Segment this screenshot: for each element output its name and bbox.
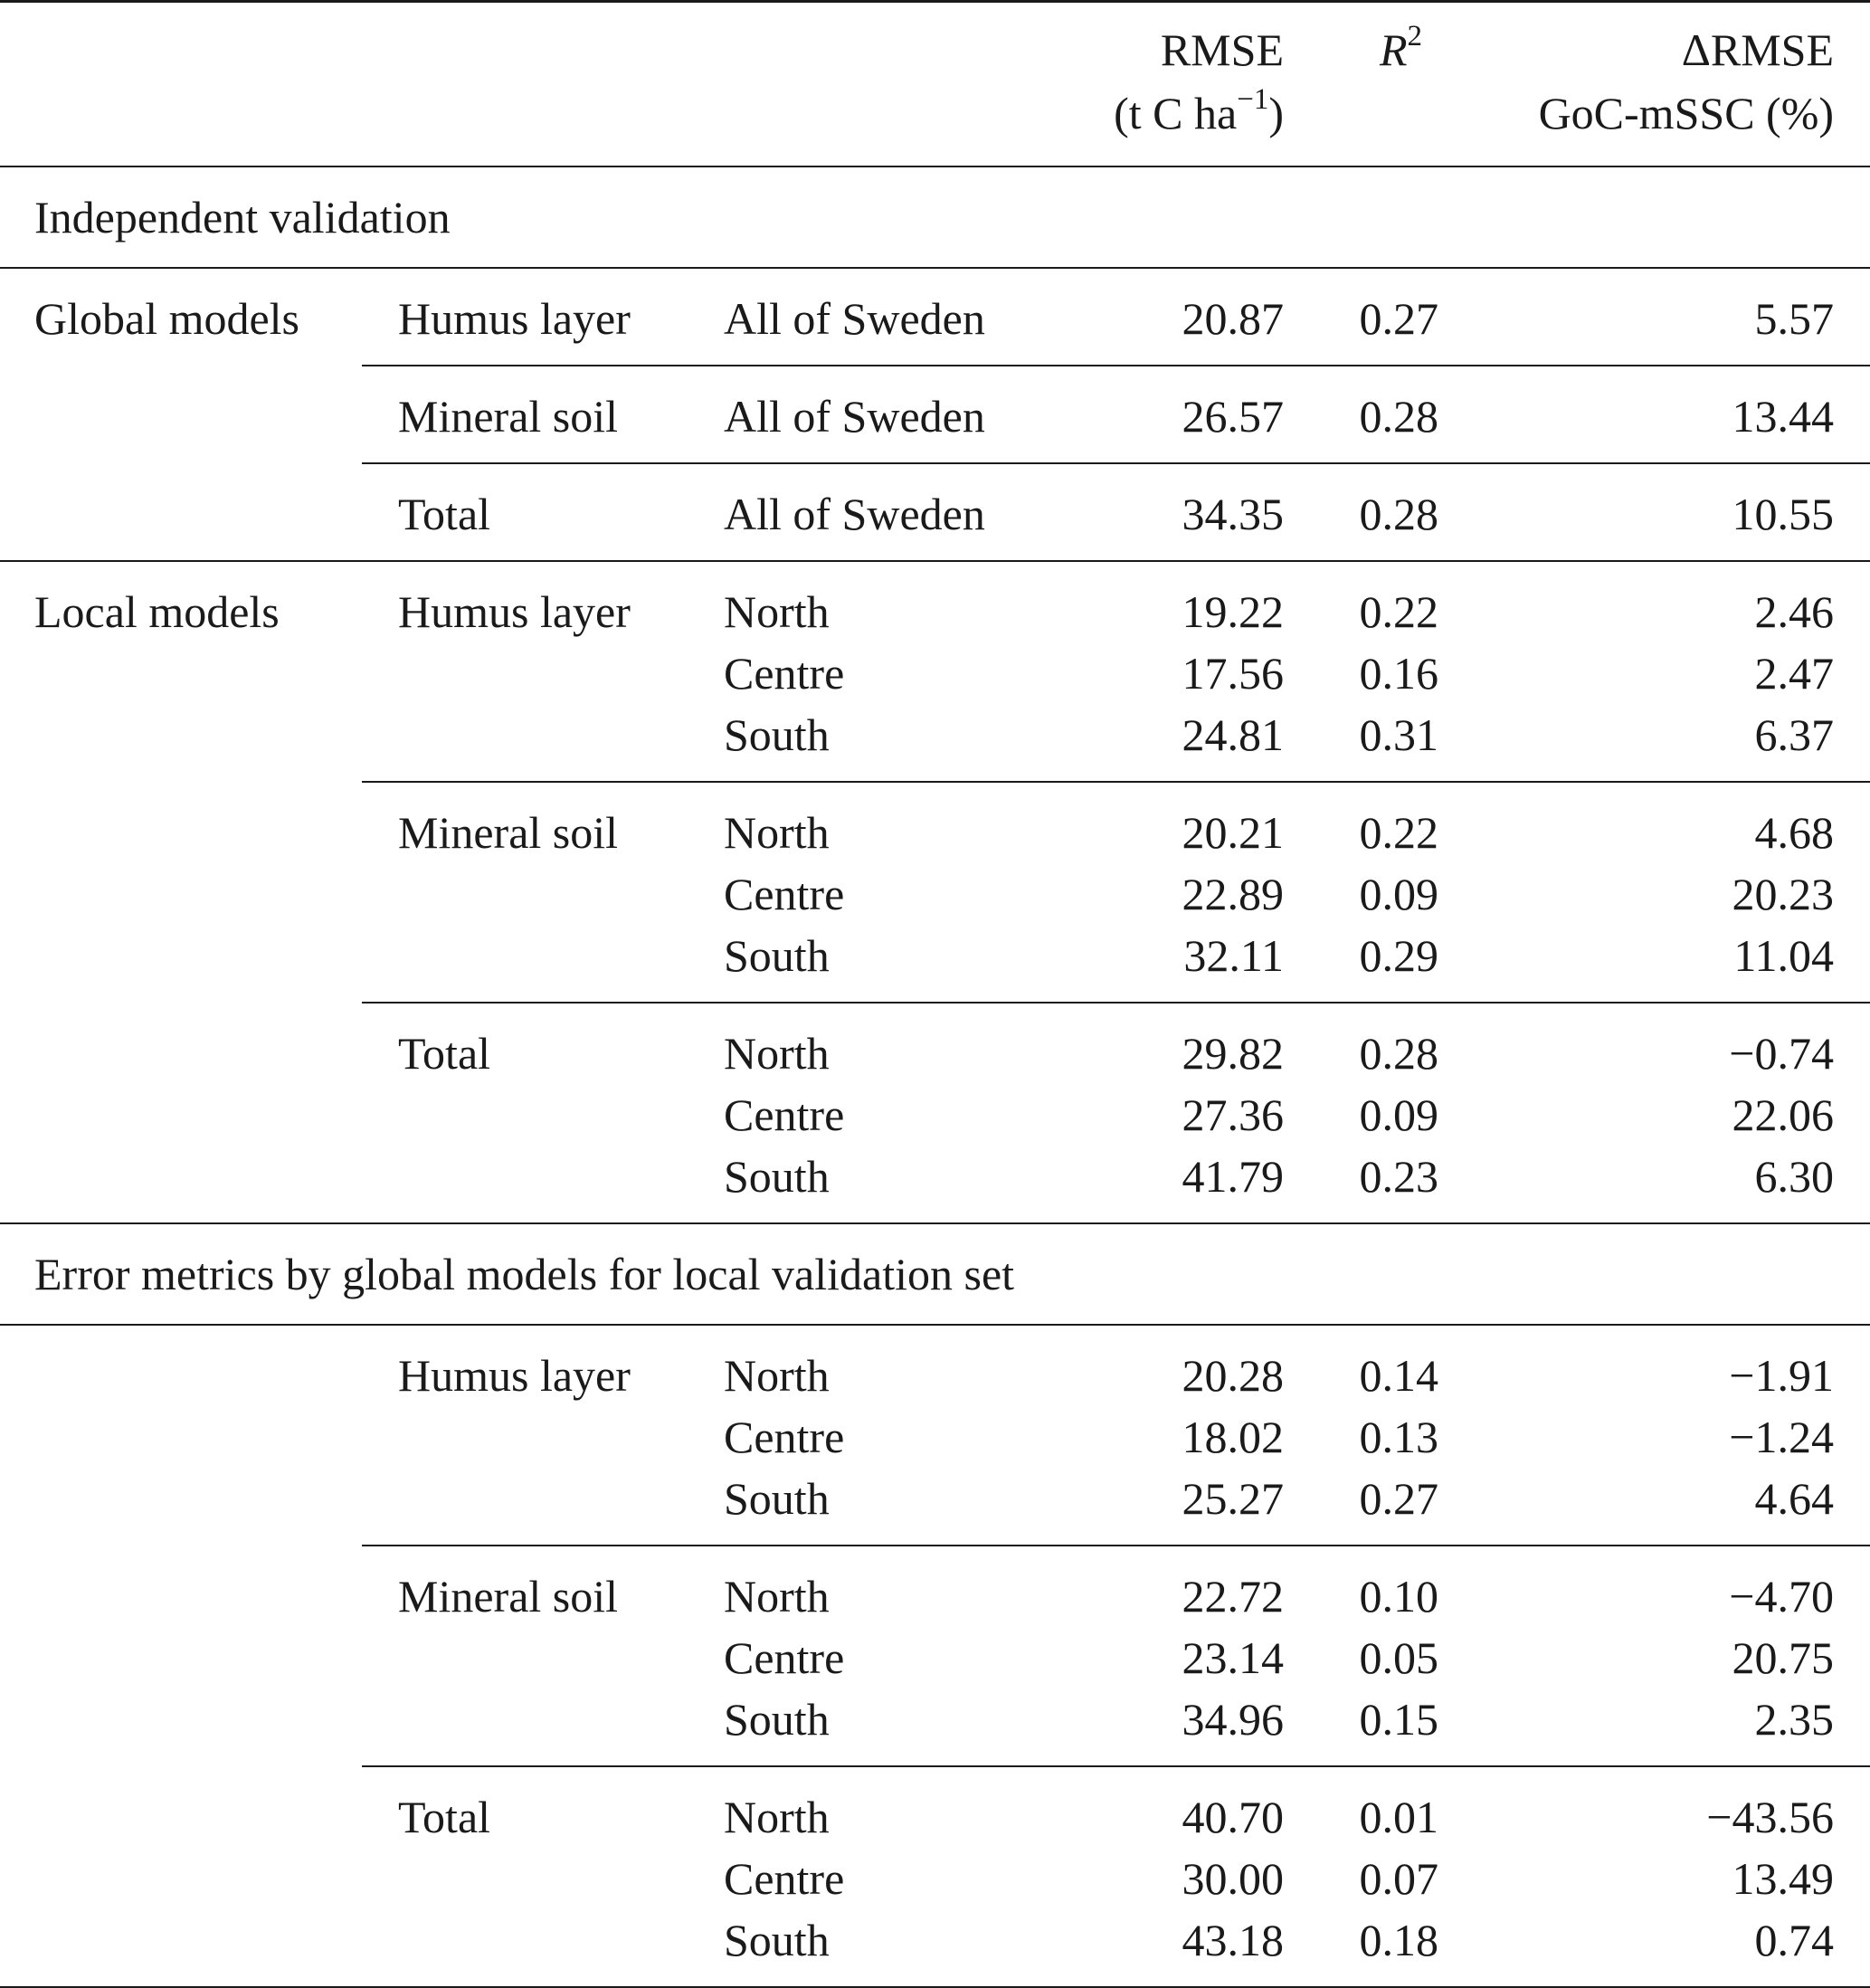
rmse-cell: 32.11 [1183,930,1284,981]
rmse-cell: 18.02 [1182,1412,1284,1462]
region-cell: North [724,1792,830,1842]
layer-label: Mineral soil [398,807,619,858]
r2-cell: 0.15 [1359,1694,1438,1745]
region-cell: North [724,1571,830,1622]
rmse-cell: 43.18 [1182,1915,1284,1965]
region-cell: North [724,807,830,858]
r2-cell: 0.14 [1359,1350,1438,1401]
block-rule [362,365,1870,366]
region-cell: Centre [724,648,845,699]
block-rule [362,462,1870,464]
header-r2: $R^2$ [1380,20,1423,75]
region-cell: South [724,709,830,760]
region-cell: All of Sweden [724,489,985,539]
r2-cell: 0.16 [1359,648,1438,699]
r2-cell: 0.13 [1359,1412,1438,1462]
section-title: Error metrics by global models for local validation set [34,1249,1015,1299]
header-rule [0,166,1870,167]
layer-label: Mineral soil [398,1571,619,1622]
region-cell: Centre [724,1853,845,1904]
header-delta-rmse: ΔRMSE [1681,24,1834,75]
layer-label: Humus layer [398,1350,631,1401]
delta-rmse-cell: 5.57 [1754,293,1834,344]
r2-cell: 0.29 [1359,930,1438,981]
delta-rmse-cell: 11.04 [1733,930,1834,981]
block-rule [362,1765,1870,1767]
r2-cell: 0.27 [1359,1473,1438,1524]
region-cell: All of Sweden [724,391,985,442]
rmse-cell: 22.89 [1182,869,1284,919]
region-cell: Centre [724,1632,845,1683]
region-cell: North [724,1028,830,1079]
region-cell: North [724,586,830,637]
rmse-cell: 30.00 [1182,1853,1284,1904]
r2-cell: 0.23 [1359,1151,1438,1202]
r2-cell: 0.28 [1359,489,1438,539]
model-group-label: Local models [34,586,280,637]
rmse-cell: 25.27 [1182,1473,1284,1524]
region-cell: South [724,1151,830,1202]
rmse-cell: 27.36 [1182,1089,1284,1140]
group-rule [0,560,1870,562]
rmse-cell: 19.22 [1182,586,1284,637]
delta-rmse-cell: 4.64 [1754,1473,1834,1524]
r2-cell: 0.07 [1359,1853,1438,1904]
group-rule [0,1222,1870,1224]
region-cell: Centre [724,869,845,919]
r2-cell: 0.01 [1359,1792,1438,1842]
r2-cell: 0.28 [1359,1028,1438,1079]
rmse-cell: 34.35 [1182,489,1284,539]
layer-label: Humus layer [398,586,631,637]
rmse-cell: 23.14 [1182,1632,1284,1683]
delta-rmse-cell: −1.91 [1729,1350,1834,1401]
delta-rmse-cell: −4.70 [1729,1571,1834,1622]
delta-rmse-cell: −43.56 [1706,1792,1834,1842]
r2-cell: 0.05 [1359,1632,1438,1683]
delta-rmse-cell: 6.37 [1754,709,1834,760]
delta-rmse-cell: 4.68 [1754,807,1834,858]
top-rule [0,0,1870,3]
region-cell: Centre [724,1089,845,1140]
layer-label: Humus layer [398,293,631,344]
layer-label: Mineral soil [398,391,619,442]
rmse-cell: 29.82 [1182,1028,1284,1079]
layer-label: Total [398,1028,491,1079]
rmse-cell: 24.81 [1182,709,1284,760]
rmse-cell: 41.79 [1182,1151,1284,1202]
region-cell: All of Sweden [724,293,985,344]
r2-cell: 0.22 [1359,807,1438,858]
r2-cell: 0.27 [1359,293,1438,344]
r2-cell: 0.22 [1359,586,1438,637]
delta-rmse-cell: −0.74 [1729,1028,1834,1079]
rmse-cell: 22.72 [1182,1571,1284,1622]
delta-rmse-cell: 2.47 [1754,648,1834,699]
delta-rmse-cell: 13.49 [1732,1853,1834,1904]
r2-cell: 0.18 [1359,1915,1438,1965]
region-cell: North [724,1350,830,1401]
delta-rmse-cell: 6.30 [1754,1151,1834,1202]
region-cell: South [724,1473,830,1524]
rmse-cell: 20.21 [1182,807,1284,858]
region-cell: Centre [724,1412,845,1462]
r2-cell: 0.28 [1359,391,1438,442]
block-rule [362,781,1870,783]
r2-cell: 0.31 [1359,709,1438,760]
region-cell: South [724,930,830,981]
delta-rmse-cell: 13.44 [1732,391,1834,442]
rmse-cell: 20.28 [1182,1350,1284,1401]
rmse-cell: 34.96 [1182,1694,1284,1745]
region-cell: South [724,1694,830,1745]
block-rule [362,1002,1870,1004]
delta-rmse-cell: 10.55 [1732,489,1834,539]
delta-rmse-cell: −1.24 [1729,1412,1834,1462]
r2-cell: 0.10 [1359,1571,1438,1622]
rmse-cell: 20.87 [1182,293,1284,344]
delta-rmse-cell: 2.35 [1754,1694,1834,1745]
rmse-cell: 17.56 [1182,648,1284,699]
model-group-label: Global models [34,293,300,344]
delta-rmse-cell: 22.06 [1732,1089,1834,1140]
delta-rmse-cell: 2.46 [1754,586,1834,637]
layer-label: Total [398,489,491,539]
r2-cell: 0.09 [1359,1089,1438,1140]
region-cell: South [724,1915,830,1965]
delta-rmse-cell: 20.75 [1732,1632,1834,1683]
layer-label: Total [398,1792,491,1842]
rmse-cell: 26.57 [1182,391,1284,442]
delta-rmse-cell: 20.23 [1732,869,1834,919]
header-delta-sub: GoC-mSSC (%) [1538,88,1834,138]
section-rule [0,1324,1870,1326]
section-title: Independent validation [34,192,451,243]
rmse-cell: 40.70 [1182,1792,1284,1842]
section-rule [0,267,1870,269]
header-rmse: RMSE [1160,24,1284,75]
header-rmse-unit: (t C $ha^{-1}$) [1114,83,1284,138]
r2-cell: 0.09 [1359,869,1438,919]
delta-rmse-cell: 0.74 [1754,1915,1834,1965]
block-rule [362,1545,1870,1546]
